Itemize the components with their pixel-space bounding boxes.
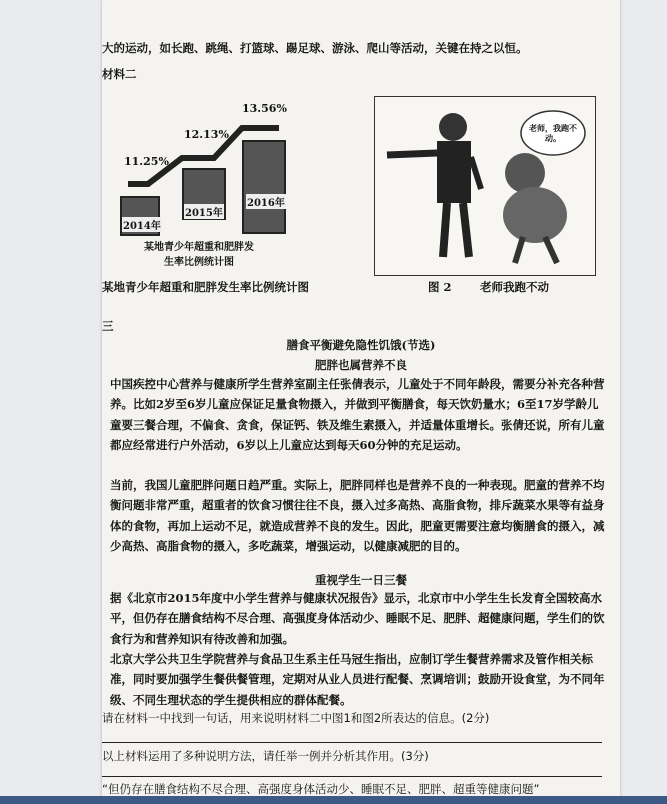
chart-caption: 某地青少年超重和肥胖发生率比例统计图 [144, 242, 254, 268]
bar-2016 [242, 140, 286, 234]
subtitle-three-meals: 重视学生一日三餐 [315, 573, 407, 587]
cartoon-figure [374, 96, 596, 276]
figure-1-caption: 某地青少年超重和肥胖发生率比例统计图 [102, 280, 309, 294]
figure-2-caption: 老师我跑不动 [480, 280, 549, 294]
exam-page [102, 0, 620, 796]
answer-line-1 [102, 742, 602, 743]
tick-label-2014: 2014年 [122, 217, 162, 232]
text-line-top: 大的运动，如长跑、跳绳、打篮球、踢足球、游泳、爬山等活动，关键在持之以恒。 [102, 41, 528, 55]
tick-label-2016: 2016年 [246, 194, 286, 209]
subtitle-obesity: 肥胖也属营养不良 [315, 358, 407, 372]
data-label-2015: 12.13% [184, 128, 229, 141]
answer-line-2 [102, 776, 602, 777]
question-2: 以上材料运用了多种说明方法，请任举一例并分析其作用。(3分) [102, 749, 429, 763]
material-3-heading: 三 [102, 319, 114, 333]
window-bottom-bar [0, 796, 667, 804]
paragraph-3: 据《北京市2015年度中小学生营养与健康状况报告》显示，北京市中小学生生长发育全国较高水平，但仍存在膳食结构不尽合理、高强度身体活动少、睡眠不足、肥胖、超健康问题，学生们的饮食行为和营养知识有待改善和加强。 [110, 591, 605, 646]
data-label-2014: 11.25% [124, 155, 169, 168]
data-label-2016: 13.56% [242, 102, 287, 115]
material-2-heading: 材料二 [102, 67, 137, 81]
article-title: 膳食平衡避免隐性饥饿(节选) [286, 338, 436, 352]
speech-bubble-text: 老师，我跑不动。 [529, 123, 577, 143]
obesity-rate-chart [114, 100, 289, 268]
question-3: “但仍存在膳食结构不尽合理、高强度身体活动少、睡眠不足、肥胖、超重等健康问题” [102, 782, 540, 796]
tick-label-2015: 2015年 [184, 204, 224, 219]
paragraph-2: 当前，我国儿童肥胖问题日趋严重。实际上，肥胖同样也是营养不良的一种表现。肥童的营养不均衡问题非常严重，超重者的饮食习惯往往不良，摄入过多高热、高脂食物，排斥蔬菜水果等有益身体的食物，再加上运动不足，就造成营养不良的发生。因此，肥童更需要注意均衡膳食的摄入，减少高热、高脂食物的摄入，多吃蔬菜，增强运动，以健康减肥的目的。 [110, 478, 605, 553]
question-1: 请在材料一中找到一句话，用来说明材料二中图1和图2所表达的信息。(2分) [102, 711, 490, 725]
paragraph-1: 中国疾控中心营养与健康所学生营养室副主任张倩表示，儿童处于不同年龄段，需要分补充各种营养。比如2岁至6岁儿童应保证足量食物摄入，并做到平衡膳食，每天饮奶量水；6至17岁学龄儿童要三餐合理，不偏食、贪食，保证钙、铁及维生素摄入，并适量体重增长。张倩还说，所有儿童都应经常进行户外活动，6岁以上儿童应达到每天60分钟的充足运动。 [110, 377, 605, 452]
figure-2-number: 图 2 [428, 280, 452, 294]
paragraph-4: 北京大学公共卫生学院营养与食品卫生系主任马冠生指出，应制订学生餐营养需求及管作相关标准，同时要加强学生餐供餐管理，定期对从业人员进行配餐、烹调培训；鼓励开设食堂，为不同年级、不同生理状态的学生提供相应的群体配餐。 [110, 652, 605, 707]
